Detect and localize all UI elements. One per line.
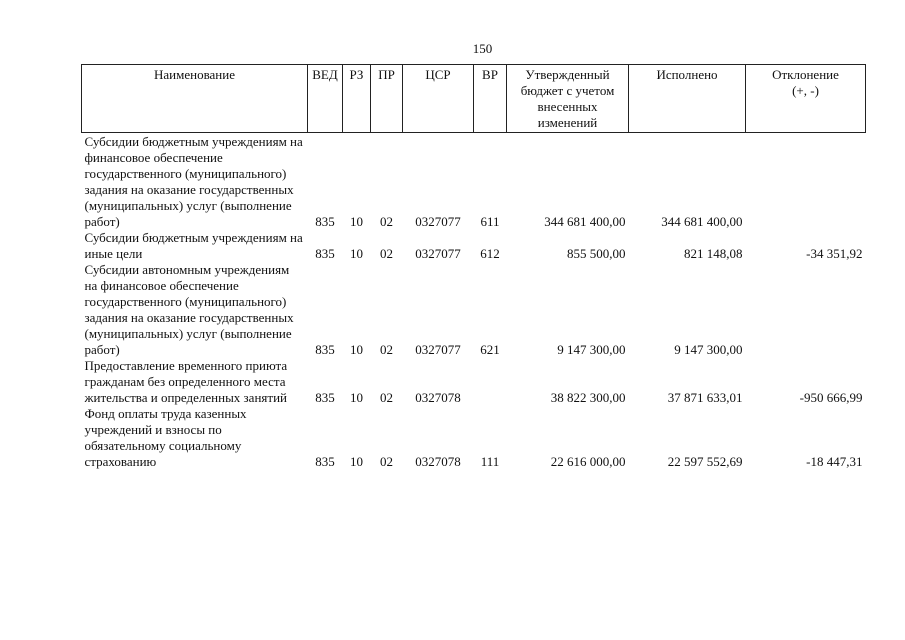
row-rz: 10 <box>350 214 363 229</box>
row-vr <box>474 358 507 406</box>
row-approved: 38 822 300,00 <box>550 390 626 405</box>
row-vr: 111 <box>480 454 500 469</box>
header-vr: ВР <box>474 65 507 133</box>
row-executed: 9 147 300,00 <box>674 342 743 357</box>
table-row <box>82 358 866 406</box>
row-rz: 10 <box>350 390 363 405</box>
header-ved: ВЕД <box>308 65 343 133</box>
row-csr: 0327078 <box>415 454 461 469</box>
row-pr: 02 <box>380 214 393 229</box>
row-ved: 835 <box>315 390 335 405</box>
header-rz: РЗ <box>343 65 371 133</box>
row-name: Субсидии бюджетным учреждениям на финансовое обеспечение государственного (муниципального) задания на оказание государственных (муниципальных) услуг (выполнение работ) <box>84 134 303 229</box>
row-pr: 02 <box>380 390 393 405</box>
row-ved: 835 <box>315 342 335 357</box>
row-executed: 37 871 633,01 <box>667 390 743 405</box>
row-name: Субсидии бюджетным учреждениям на иные цели <box>84 230 303 261</box>
row-ved: 835 <box>315 246 335 261</box>
row-csr: 0327077 <box>415 342 461 357</box>
header-name: Наименование <box>82 65 308 133</box>
row-ved: 835 <box>315 454 335 469</box>
row-vr: 612 <box>480 246 500 261</box>
row-name: Субсидии автономным учреждениям на финансовое обеспечение государственного (муниципального) задания на оказание государственных (муниципальных) услуг (выполнение работ) <box>84 262 294 357</box>
row-pr: 02 <box>380 454 393 469</box>
row-vr: 621 <box>480 342 500 357</box>
table-row <box>82 406 866 470</box>
header-pr: ПР <box>371 65 403 133</box>
row-deviation: -950 666,99 <box>799 390 863 405</box>
row-deviation <box>746 133 866 231</box>
row-executed: 821 148,08 <box>684 246 743 261</box>
table-header-row <box>82 65 866 133</box>
row-csr: 0327078 <box>415 390 461 405</box>
row-csr: 0327077 <box>415 246 461 261</box>
table-row <box>82 230 866 262</box>
row-rz: 10 <box>350 342 363 357</box>
row-executed: 22 597 552,69 <box>667 454 743 469</box>
row-approved: 344 681 400,00 <box>544 214 626 229</box>
row-csr: 0327077 <box>415 214 461 229</box>
header-csr: ЦСР <box>403 65 474 133</box>
budget-table <box>81 64 866 470</box>
header-deviation: Отклонение (+, -) <box>746 65 866 133</box>
table-row <box>82 133 866 231</box>
row-name: Фонд оплаты труда казенных учреждений и взносы по обязательному социальному страхованию <box>84 406 247 469</box>
row-vr: 611 <box>480 214 500 229</box>
row-pr: 02 <box>380 246 393 261</box>
row-deviation: -34 351,92 <box>806 246 863 261</box>
row-deviation: -18 447,31 <box>806 454 863 469</box>
row-rz: 10 <box>350 454 363 469</box>
row-approved: 855 500,00 <box>567 246 626 261</box>
header-executed: Исполнено <box>629 65 746 133</box>
header-approved: Утвержденный бюджет с учетом внесенных изменений <box>507 65 629 133</box>
row-executed: 344 681 400,00 <box>661 214 743 229</box>
page-number: 150 <box>472 41 493 56</box>
row-name: Предоставление временного приюта гражданам без определенного места жительства и определенных занятий <box>84 358 288 405</box>
row-rz: 10 <box>350 246 363 261</box>
row-pr: 02 <box>380 342 393 357</box>
row-approved: 22 616 000,00 <box>550 454 626 469</box>
table-row <box>82 262 866 358</box>
row-approved: 9 147 300,00 <box>557 342 626 357</box>
row-ved: 835 <box>315 214 335 229</box>
row-deviation <box>746 262 866 358</box>
